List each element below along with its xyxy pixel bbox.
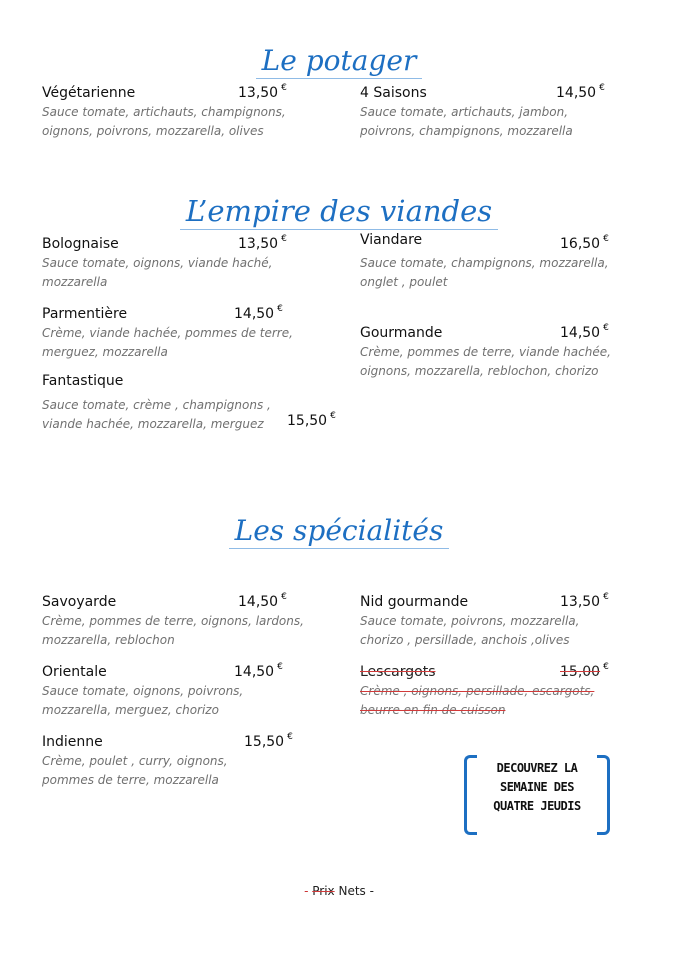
menu-item-savoyarde — [42, 594, 332, 654]
menu-item-fantastique — [42, 373, 342, 443]
item-name: Gourmande — [360, 325, 443, 341]
item-description: Crème, viande hachée, pommes de terre, merguez, mozzarella — [42, 326, 293, 359]
footer-note: - Prix Nets - — [304, 884, 374, 898]
section-title-viandes: L’empire des viandes — [0, 194, 678, 230]
item-name: 4 Saisons — [360, 85, 427, 101]
item-name: Fantastique — [42, 373, 124, 389]
item-description: Sauce tomate, champignons, mozzarella, onglet , poulet — [360, 256, 609, 289]
section-title-potager: Le potager — [0, 44, 678, 79]
menu-item-viandare — [360, 232, 640, 294]
item-name: Parmentière — [42, 306, 128, 322]
section-title-specialites: Les spécialités — [0, 514, 678, 549]
item-price: 16,50 € — [560, 234, 609, 252]
menu-item-4-saisons — [360, 85, 640, 145]
item-price: 13,50 € — [238, 83, 287, 101]
item-description: Crème, pommes de terre, oignons, lardons, mozzarella, reblochon — [42, 614, 304, 647]
item-name: Viandare — [360, 232, 423, 248]
item-name: Orientale — [42, 664, 107, 680]
item-name: Nid gourmande — [360, 594, 469, 610]
footer-struck-word: Prix — [312, 884, 335, 898]
item-price: 14,50 € — [234, 662, 283, 680]
item-description: Sauce tomate, artichauts, jambon, poivrons, champignons, mozzarella — [360, 105, 573, 138]
menu-item-parmentiere — [42, 306, 322, 366]
item-description: Crème , oignons, persillade, escargots, beurre en fin de cuisson — [360, 684, 595, 717]
item-description: Sauce tomate, poivrons, mozzarella, chorizo , persillade, anchois ,olives — [360, 614, 580, 647]
menu-item-gourmande — [360, 325, 640, 385]
footer-text: Nets - — [338, 884, 374, 898]
item-price: 14,50 € — [238, 592, 287, 610]
item-name: Lescargots — [360, 664, 436, 680]
item-price: 14,50 € — [556, 83, 605, 101]
item-price: 15,50 € — [244, 732, 293, 750]
item-description: Sauce tomate, oignons, viande haché, mozzarella — [42, 256, 273, 289]
promo-text: DECOUVREZ LA SEMAINE DES QUATRE JEUDIS — [493, 761, 581, 813]
item-description: Sauce tomate, oignons, poivrons, mozzarella, merguez, chorizo — [42, 684, 244, 717]
item-description: Crème, poulet , curry, oignons, pommes de terre, mozzarella — [42, 754, 228, 787]
item-price: 15,50 € — [287, 411, 336, 429]
item-price: 13,50 € — [560, 592, 609, 610]
menu-item-nid-gourmande — [360, 594, 640, 654]
item-price: 14,50 € — [560, 323, 609, 341]
item-name: Savoyarde — [42, 594, 117, 610]
item-name: Végétarienne — [42, 85, 136, 101]
menu-item-lescargots-unavailable — [360, 664, 640, 724]
item-price: 14,50 € — [234, 304, 283, 322]
promo-quatre-jeudis — [464, 755, 610, 833]
item-name: Indienne — [42, 734, 103, 750]
item-price: 13,50 € — [238, 234, 287, 252]
menu-item-vegetarienne — [42, 85, 322, 145]
item-description: Sauce tomate, artichauts, champignons, oignons, poivrons, mozzarella, olives — [42, 105, 286, 138]
bracket-right-decoration — [597, 755, 610, 835]
menu-item-orientale — [42, 664, 322, 724]
item-description: Crème, pommes de terre, viande hachée, oignons, mozzarella, reblochon, chorizo — [360, 345, 611, 378]
menu-item-indienne — [42, 734, 322, 794]
menu-item-bolognaise — [42, 236, 322, 296]
item-price: 15,00 € — [560, 662, 609, 680]
item-name: Bolognaise — [42, 236, 119, 252]
bracket-left-decoration — [464, 755, 477, 835]
item-description: Sauce tomate, crème , champignons , viande hachée, mozzarella, merguez — [42, 398, 271, 431]
